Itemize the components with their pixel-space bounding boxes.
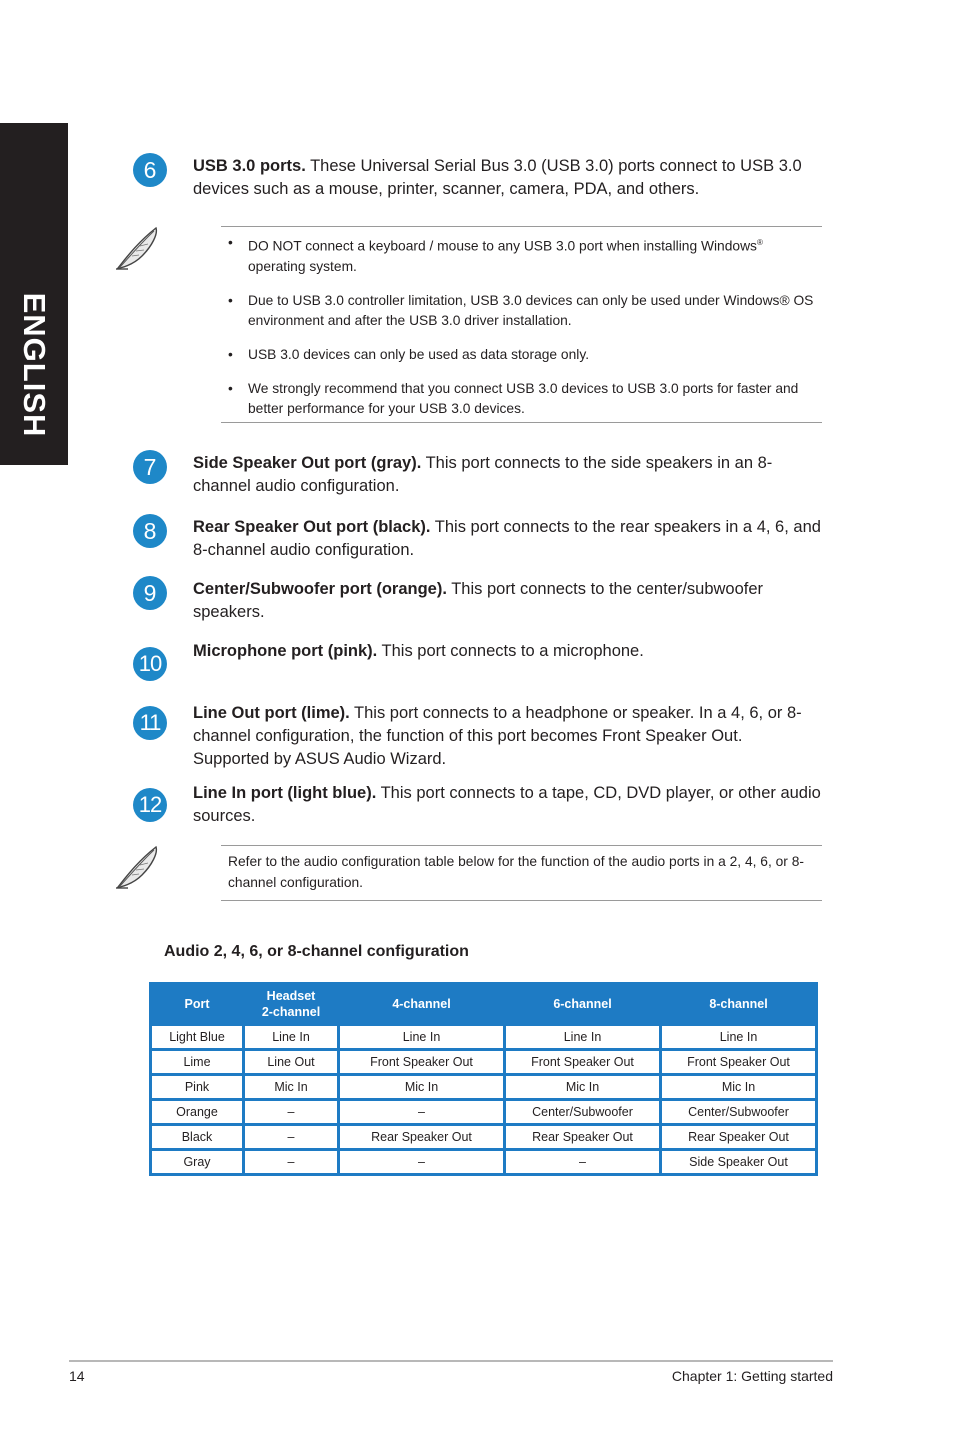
table-row — [152, 1101, 815, 1123]
pencil-note-icon — [112, 841, 164, 893]
table-cell: Mic In — [662, 1076, 815, 1098]
header-6ch: 6-channel — [553, 997, 612, 1011]
note-text: DO NOT connect a keyboard / mouse to any USB 3.0 port when installing Windows — [248, 238, 757, 254]
bullet: • — [228, 235, 233, 250]
list-item — [221, 291, 822, 331]
item-title: Rear Speaker Out port (black). — [193, 518, 431, 536]
item-title: Microphone port (pink). — [193, 642, 378, 660]
chapter-title: Chapter 1: Getting started — [671, 1368, 833, 1384]
list-item — [221, 233, 822, 277]
side-language-tab — [0, 123, 68, 465]
item-description — [193, 155, 823, 201]
list-item — [221, 379, 822, 419]
table-cell: Center/Subwoofer — [662, 1101, 815, 1123]
table-cell: Line In — [245, 1026, 337, 1048]
table-cell: Front Speaker Out — [662, 1051, 815, 1073]
table-row — [152, 1076, 815, 1098]
table-cell: Line Out — [245, 1051, 337, 1073]
item-title: Center/Subwoofer port (orange). — [193, 580, 447, 598]
item-description — [193, 702, 823, 771]
table-cell: Front Speaker Out — [340, 1051, 503, 1073]
number-badge: 8 — [133, 514, 167, 548]
table-header-row — [152, 985, 815, 1023]
note-text: We strongly recommend that you connect USB 3.0 devices to USB 3.0 ports for faster and better performance for your USB 3.0 devices. — [248, 380, 799, 416]
item-description — [193, 452, 823, 498]
table-cell: Rear Speaker Out — [506, 1126, 659, 1148]
item-title: Side Speaker Out port (gray). — [193, 454, 422, 472]
table-row — [152, 1151, 815, 1173]
usb-note-box — [221, 226, 822, 423]
item-body: This port connects to a microphone. — [377, 642, 644, 660]
list-item — [221, 345, 822, 365]
item-description — [193, 516, 823, 562]
table-cell: Line In — [340, 1026, 503, 1048]
table-cell: Mic In — [245, 1076, 337, 1098]
table-cell: Rear Speaker Out — [662, 1126, 815, 1148]
bullet: • — [228, 292, 233, 308]
header-line: 2-channel — [261, 1005, 321, 1019]
header-8ch: 8-channel — [709, 997, 768, 1011]
table-cell: Light Blue — [152, 1026, 242, 1048]
item-body: This port connects to the side speakers in an 8-channel audio configuration. — [193, 454, 773, 495]
note-text: Refer to the audio configuration table below for the function of the audio ports in a 2, 4, 6, or 8-channel configuration. — [228, 854, 804, 890]
header-line: Headset — [266, 989, 316, 1003]
item-body: This port connects to a tape, CD, DVD player, or other audio sources. — [193, 784, 821, 825]
audio-config-table — [149, 982, 818, 1176]
table-cell: Front Speaker Out — [506, 1051, 659, 1073]
number-badge: 11 — [133, 706, 167, 740]
table-cell: Rear Speaker Out — [340, 1126, 503, 1148]
table-cell: – — [340, 1151, 503, 1173]
note-text: USB 3.0 devices can only be used as data storage only. — [248, 346, 590, 362]
table-row — [152, 1126, 815, 1148]
table-title: Audio 2, 4, 6, or 8-channel configuration — [164, 943, 469, 960]
table-cell: Pink — [152, 1076, 242, 1098]
footer-divider — [69, 1360, 833, 1362]
table-row — [152, 1026, 815, 1048]
table-cell: – — [245, 1151, 337, 1173]
item-title: Line Out port (lime). — [193, 704, 350, 722]
table-cell: – — [245, 1101, 337, 1123]
item-body: This port connects to the center/subwoofer speakers. — [193, 580, 764, 621]
item-description — [193, 782, 823, 828]
number-badge: 7 — [133, 450, 167, 484]
page-number: 14 — [69, 1368, 85, 1384]
number-badge: 6 — [133, 153, 167, 187]
usb-note-list — [221, 227, 822, 419]
table-cell: Line In — [506, 1026, 659, 1048]
number-badge: 9 — [133, 576, 167, 610]
item-description — [193, 578, 823, 624]
table-row — [152, 1051, 815, 1073]
table-cell: – — [506, 1151, 659, 1173]
table-cell: – — [340, 1101, 503, 1123]
note-text: operating system. — [248, 258, 357, 274]
table-cell: – — [245, 1126, 337, 1148]
pencil-note-icon — [112, 222, 164, 274]
table-cell: Side Speaker Out — [662, 1151, 815, 1173]
header-4ch: 4-channel — [392, 997, 451, 1011]
audio-note-box — [221, 845, 822, 901]
bullet: • — [228, 380, 233, 396]
item-body: This port connects to the rear speakers in a 4, 6, and 8-channel audio configuration. — [193, 518, 821, 559]
table-cell: Mic In — [506, 1076, 659, 1098]
table-cell: Lime — [152, 1051, 242, 1073]
header-port: Port — [184, 997, 210, 1011]
table-cell: Mic In — [340, 1076, 503, 1098]
table-cell: Black — [152, 1126, 242, 1148]
registered-mark: ® — [756, 238, 763, 247]
item-body: This port connects to a headphone or speaker. In a 4, 6, or 8-channel configuration, the function of this port becomes Front Speaker Out. Supported by ASUS Audio Wizard. — [193, 704, 802, 768]
note-text: Due to USB 3.0 controller limitation, USB 3.0 devices can only be used under Windows® OS environment and after the USB 3.0 driver installation. — [248, 292, 814, 328]
bullet: • — [228, 346, 233, 362]
item-description — [193, 640, 823, 663]
item-title: Line In port (light blue). — [193, 784, 377, 802]
item-body: These Universal Serial Bus 3.0 (USB 3.0) ports connect to USB 3.0 devices such as a mouse, printer, scanner, camera, PDA, and others. — [193, 157, 802, 198]
number-badge: 12 — [133, 788, 167, 822]
table-cell: Orange — [152, 1101, 242, 1123]
number-badge: 10 — [133, 647, 167, 681]
header-headset — [245, 985, 337, 1023]
table-cell: Line In — [662, 1026, 815, 1048]
table-cell: Gray — [152, 1151, 242, 1173]
table-cell: Center/Subwoofer — [506, 1101, 659, 1123]
side-tab-label: ENGLISH — [17, 292, 52, 438]
item-title: USB 3.0 ports. — [193, 157, 306, 175]
